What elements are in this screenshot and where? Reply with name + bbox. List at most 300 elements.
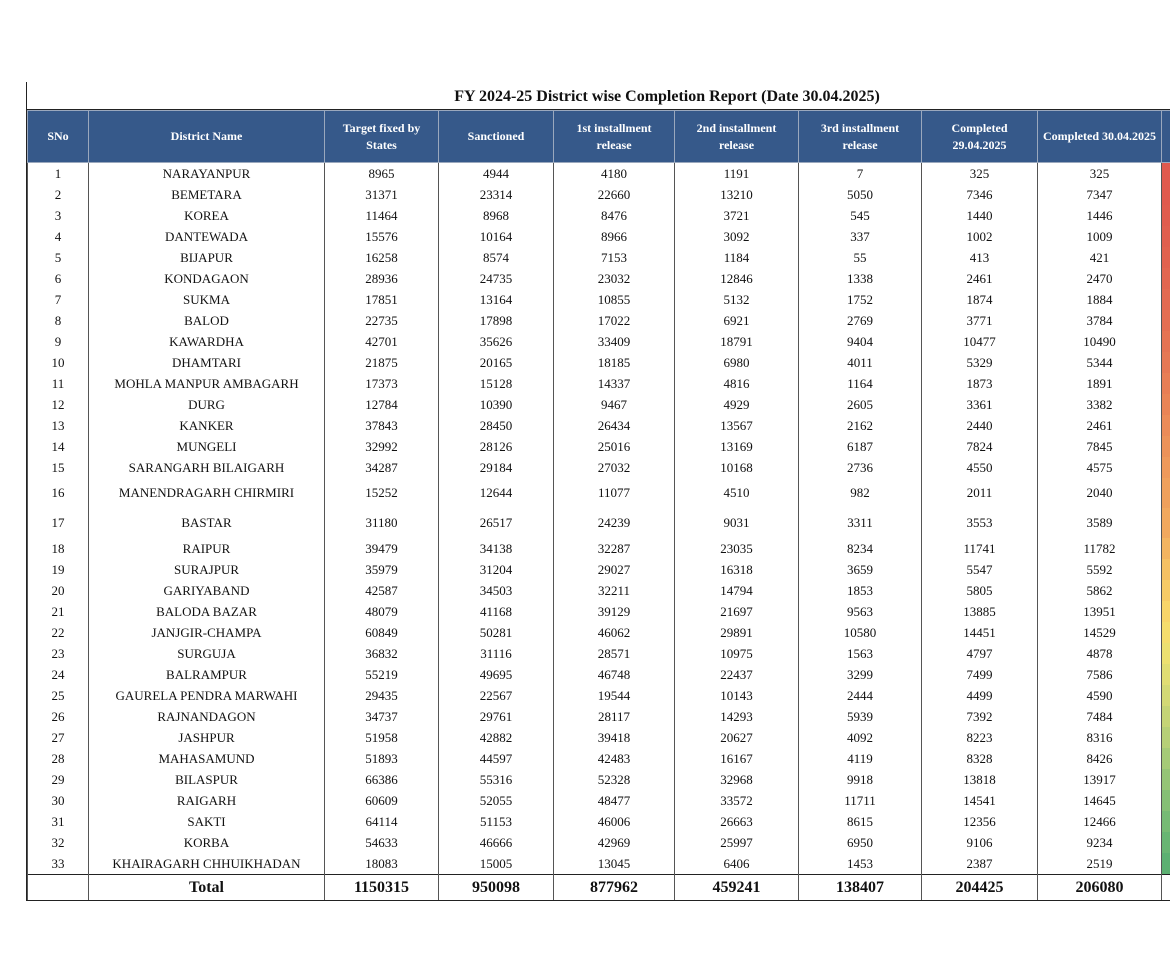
sno-cell: 21 xyxy=(28,601,89,622)
target-cell: 35979 xyxy=(325,559,439,580)
completed-3004-cell: 2470 xyxy=(1038,268,1162,289)
table-row xyxy=(28,436,1170,457)
district-name-cell: KAWARDHA xyxy=(89,331,325,352)
status-color-cell xyxy=(1162,457,1170,478)
inst2-cell: 14293 xyxy=(675,706,799,727)
completed-2904-cell: 2011 xyxy=(922,478,1038,508)
table-row xyxy=(28,478,1170,508)
status-color-cell xyxy=(1162,832,1170,853)
status-color-cell xyxy=(1162,289,1170,310)
inst3-cell: 3311 xyxy=(799,508,922,538)
sanctioned-cell: 31116 xyxy=(439,643,554,664)
table-row xyxy=(28,727,1170,748)
sno-cell: 10 xyxy=(28,352,89,373)
table-row xyxy=(28,226,1170,247)
completed-2904-cell: 5329 xyxy=(922,352,1038,373)
completed-2904-cell: 5805 xyxy=(922,580,1038,601)
inst2-cell: 3721 xyxy=(675,205,799,226)
sanctioned-cell: 17898 xyxy=(439,310,554,331)
district-name-cell: JASHPUR xyxy=(89,727,325,748)
table-row xyxy=(28,205,1170,226)
inst2-cell: 9031 xyxy=(675,508,799,538)
target-cell: 29435 xyxy=(325,685,439,706)
sanctioned-cell: 29184 xyxy=(439,457,554,478)
target-cell: 42587 xyxy=(325,580,439,601)
inst1-cell: 28571 xyxy=(554,643,675,664)
district-name-cell: BILASPUR xyxy=(89,769,325,790)
completed-2904-cell: 14451 xyxy=(922,622,1038,643)
target-cell: 64114 xyxy=(325,811,439,832)
inst2-cell: 21697 xyxy=(675,601,799,622)
inst3-cell: 337 xyxy=(799,226,922,247)
target-cell: 28936 xyxy=(325,268,439,289)
completed-2904-cell: 4499 xyxy=(922,685,1038,706)
target-cell: 54633 xyxy=(325,832,439,853)
completed-3004-cell: 325 xyxy=(1038,163,1162,185)
completed-2904-cell: 8223 xyxy=(922,727,1038,748)
table-row xyxy=(28,706,1170,727)
status-color-cell xyxy=(1162,352,1170,373)
inst1-cell: 4180 xyxy=(554,163,675,185)
sno-cell: 19 xyxy=(28,559,89,580)
inst2-cell: 14794 xyxy=(675,580,799,601)
sno-cell: 18 xyxy=(28,538,89,559)
status-color-cell xyxy=(1162,394,1170,415)
completed-2904-cell: 1002 xyxy=(922,226,1038,247)
completed-3004-cell: 7845 xyxy=(1038,436,1162,457)
district-name-cell: MUNGELI xyxy=(89,436,325,457)
inst1-cell: 17022 xyxy=(554,310,675,331)
sanctioned-cell: 55316 xyxy=(439,769,554,790)
target-cell: 17851 xyxy=(325,289,439,310)
table-row xyxy=(28,559,1170,580)
district-name-cell: SARANGARH BILAIGARH xyxy=(89,457,325,478)
completed-2904-cell: 413 xyxy=(922,247,1038,268)
sno-cell: 2 xyxy=(28,184,89,205)
target-cell: 21875 xyxy=(325,352,439,373)
completed-2904-cell: 8328 xyxy=(922,748,1038,769)
inst1-cell: 46006 xyxy=(554,811,675,832)
completed-2904-cell: 4550 xyxy=(922,457,1038,478)
sanctioned-cell: 23314 xyxy=(439,184,554,205)
district-name-cell: KHAIRAGARH CHHUIKHADAN xyxy=(89,853,325,875)
district-name-cell: SURGUJA xyxy=(89,643,325,664)
total-sanctioned: 950098 xyxy=(439,875,554,901)
district-name-cell: RAIGARH xyxy=(89,790,325,811)
inst3-cell: 1563 xyxy=(799,643,922,664)
target-cell: 55219 xyxy=(325,664,439,685)
completed-3004-cell: 5592 xyxy=(1038,559,1162,580)
status-color-cell xyxy=(1162,601,1170,622)
sanctioned-cell: 34503 xyxy=(439,580,554,601)
sanctioned-cell: 50281 xyxy=(439,622,554,643)
total-inst1: 877962 xyxy=(554,875,675,901)
completed-2904-cell: 2440 xyxy=(922,415,1038,436)
completed-2904-cell: 3771 xyxy=(922,310,1038,331)
inst2-cell: 16167 xyxy=(675,748,799,769)
inst3-cell: 2605 xyxy=(799,394,922,415)
report-title: FY 2024-25 District wise Completion Report (Date 30.04.2025) xyxy=(27,82,1170,110)
inst2-cell: 1191 xyxy=(675,163,799,185)
table-row xyxy=(28,289,1170,310)
completed-3004-cell: 8426 xyxy=(1038,748,1162,769)
table-row xyxy=(28,268,1170,289)
sanctioned-cell: 12644 xyxy=(439,478,554,508)
col-header-inst2: 2nd installment release xyxy=(675,111,799,163)
completed-2904-cell: 3553 xyxy=(922,508,1038,538)
table-row xyxy=(28,832,1170,853)
table-row xyxy=(28,394,1170,415)
inst3-cell: 9918 xyxy=(799,769,922,790)
sanctioned-cell: 10164 xyxy=(439,226,554,247)
inst1-cell: 52328 xyxy=(554,769,675,790)
inst2-cell: 20627 xyxy=(675,727,799,748)
inst1-cell: 29027 xyxy=(554,559,675,580)
inst2-cell: 6921 xyxy=(675,310,799,331)
district-name-cell: DHAMTARI xyxy=(89,352,325,373)
completed-3004-cell: 7347 xyxy=(1038,184,1162,205)
inst3-cell: 6187 xyxy=(799,436,922,457)
completed-3004-cell: 8316 xyxy=(1038,727,1162,748)
completed-3004-cell: 14529 xyxy=(1038,622,1162,643)
inst3-cell: 1752 xyxy=(799,289,922,310)
sno-cell: 23 xyxy=(28,643,89,664)
target-cell: 42701 xyxy=(325,331,439,352)
col-header-target: Target fixed by States xyxy=(325,111,439,163)
completed-3004-cell: 12466 xyxy=(1038,811,1162,832)
sno-cell: 8 xyxy=(28,310,89,331)
status-color-cell xyxy=(1162,331,1170,352)
completed-3004-cell: 1891 xyxy=(1038,373,1162,394)
completed-2904-cell: 4797 xyxy=(922,643,1038,664)
completed-3004-cell: 11782 xyxy=(1038,538,1162,559)
inst1-cell: 27032 xyxy=(554,457,675,478)
status-color-cell xyxy=(1162,685,1170,706)
completed-2904-cell: 7346 xyxy=(922,184,1038,205)
sanctioned-cell: 46666 xyxy=(439,832,554,853)
completed-2904-cell: 12356 xyxy=(922,811,1038,832)
target-cell: 51893 xyxy=(325,748,439,769)
sno-cell: 16 xyxy=(28,478,89,508)
completed-3004-cell: 7586 xyxy=(1038,664,1162,685)
inst2-cell: 29891 xyxy=(675,622,799,643)
inst1-cell: 18185 xyxy=(554,352,675,373)
table-row xyxy=(28,790,1170,811)
completed-3004-cell: 5344 xyxy=(1038,352,1162,373)
header-row xyxy=(28,111,1170,163)
inst2-cell: 10168 xyxy=(675,457,799,478)
table-row xyxy=(28,184,1170,205)
inst3-cell: 11711 xyxy=(799,790,922,811)
inst3-cell: 10580 xyxy=(799,622,922,643)
sno-cell: 17 xyxy=(28,508,89,538)
inst1-cell: 22660 xyxy=(554,184,675,205)
sanctioned-cell: 51153 xyxy=(439,811,554,832)
status-color-cell xyxy=(1162,769,1170,790)
inst2-cell: 3092 xyxy=(675,226,799,247)
inst1-cell: 39418 xyxy=(554,727,675,748)
status-color-cell xyxy=(1162,748,1170,769)
status-color-cell xyxy=(1162,559,1170,580)
status-color-cell xyxy=(1162,643,1170,664)
total-target: 1150315 xyxy=(325,875,439,901)
district-name-cell: SAKTI xyxy=(89,811,325,832)
status-color-cell xyxy=(1162,790,1170,811)
district-name-cell: MOHLA MANPUR AMBAGARH xyxy=(89,373,325,394)
inst3-cell: 982 xyxy=(799,478,922,508)
status-color-cell xyxy=(1162,508,1170,538)
target-cell: 51958 xyxy=(325,727,439,748)
inst1-cell: 46748 xyxy=(554,664,675,685)
table-row xyxy=(28,769,1170,790)
sno-cell: 25 xyxy=(28,685,89,706)
sanctioned-cell: 24735 xyxy=(439,268,554,289)
target-cell: 34737 xyxy=(325,706,439,727)
sno-cell: 6 xyxy=(28,268,89,289)
district-name-cell: BEMETARA xyxy=(89,184,325,205)
sanctioned-cell: 31204 xyxy=(439,559,554,580)
inst3-cell: 545 xyxy=(799,205,922,226)
sno-cell: 14 xyxy=(28,436,89,457)
sanctioned-cell: 22567 xyxy=(439,685,554,706)
inst2-cell: 33572 xyxy=(675,790,799,811)
table-row xyxy=(28,373,1170,394)
status-color-cell xyxy=(1162,226,1170,247)
sno-cell: 27 xyxy=(28,727,89,748)
completed-3004-cell: 7484 xyxy=(1038,706,1162,727)
district-name-cell: BALODA BAZAR xyxy=(89,601,325,622)
table-row xyxy=(28,352,1170,373)
completed-2904-cell: 7824 xyxy=(922,436,1038,457)
completed-3004-cell: 1009 xyxy=(1038,226,1162,247)
inst2-cell: 4816 xyxy=(675,373,799,394)
inst2-cell: 22437 xyxy=(675,664,799,685)
inst3-cell: 1338 xyxy=(799,268,922,289)
status-color-cell xyxy=(1162,415,1170,436)
sanctioned-cell: 26517 xyxy=(439,508,554,538)
inst1-cell: 14337 xyxy=(554,373,675,394)
completed-2904-cell: 1874 xyxy=(922,289,1038,310)
inst1-cell: 9467 xyxy=(554,394,675,415)
inst3-cell: 4011 xyxy=(799,352,922,373)
district-name-cell: SUKMA xyxy=(89,289,325,310)
sno-cell: 12 xyxy=(28,394,89,415)
sanctioned-cell: 49695 xyxy=(439,664,554,685)
completed-2904-cell: 9106 xyxy=(922,832,1038,853)
col-header-completed-2904: Completed 29.04.2025 xyxy=(922,111,1038,163)
inst2-cell: 12846 xyxy=(675,268,799,289)
total-label: Total xyxy=(89,875,325,901)
sno-cell: 22 xyxy=(28,622,89,643)
table-row xyxy=(28,601,1170,622)
sno-cell: 11 xyxy=(28,373,89,394)
table-row xyxy=(28,664,1170,685)
inst3-cell: 1853 xyxy=(799,580,922,601)
col-header-inst3: 3rd installment release xyxy=(799,111,922,163)
status-color-cell xyxy=(1162,268,1170,289)
target-cell: 16258 xyxy=(325,247,439,268)
status-color-cell xyxy=(1162,727,1170,748)
target-cell: 37843 xyxy=(325,415,439,436)
completed-2904-cell: 7499 xyxy=(922,664,1038,685)
district-name-cell: RAIPUR xyxy=(89,538,325,559)
target-cell: 15576 xyxy=(325,226,439,247)
inst3-cell: 5050 xyxy=(799,184,922,205)
inst2-cell: 13567 xyxy=(675,415,799,436)
table-row xyxy=(28,748,1170,769)
inst3-cell: 8615 xyxy=(799,811,922,832)
completed-3004-cell: 1446 xyxy=(1038,205,1162,226)
district-name-cell: SURAJPUR xyxy=(89,559,325,580)
district-name-cell: KONDAGAON xyxy=(89,268,325,289)
target-cell: 17373 xyxy=(325,373,439,394)
table-row xyxy=(28,310,1170,331)
district-name-cell: KORBA xyxy=(89,832,325,853)
status-color-cell xyxy=(1162,538,1170,559)
sanctioned-cell: 28126 xyxy=(439,436,554,457)
col-header-sno: SNo xyxy=(28,111,89,163)
completed-2904-cell: 14541 xyxy=(922,790,1038,811)
total-inst3: 138407 xyxy=(799,875,922,901)
district-name-cell: BIJAPUR xyxy=(89,247,325,268)
target-cell: 36832 xyxy=(325,643,439,664)
sno-cell: 9 xyxy=(28,331,89,352)
inst2-cell: 4929 xyxy=(675,394,799,415)
completed-3004-cell: 13951 xyxy=(1038,601,1162,622)
district-name-cell: RAJNANDAGON xyxy=(89,706,325,727)
district-name-cell: NARAYANPUR xyxy=(89,163,325,185)
status-color-cell xyxy=(1162,205,1170,226)
total-status-cell xyxy=(1162,875,1170,901)
status-color-cell xyxy=(1162,436,1170,457)
inst1-cell: 32287 xyxy=(554,538,675,559)
sanctioned-cell: 28450 xyxy=(439,415,554,436)
status-color-cell xyxy=(1162,664,1170,685)
district-name-cell: MANENDRAGARH CHIRMIRI xyxy=(89,478,325,508)
district-name-cell: GARIYABAND xyxy=(89,580,325,601)
sanctioned-cell: 20165 xyxy=(439,352,554,373)
district-name-cell: BALRAMPUR xyxy=(89,664,325,685)
district-name-cell: JANJGIR-CHAMPA xyxy=(89,622,325,643)
target-cell: 66386 xyxy=(325,769,439,790)
inst2-cell: 26663 xyxy=(675,811,799,832)
sno-cell: 32 xyxy=(28,832,89,853)
inst2-cell: 23035 xyxy=(675,538,799,559)
inst1-cell: 23032 xyxy=(554,268,675,289)
sno-cell: 29 xyxy=(28,769,89,790)
table-row xyxy=(28,415,1170,436)
table-row xyxy=(28,508,1170,538)
inst3-cell: 2444 xyxy=(799,685,922,706)
inst3-cell: 7 xyxy=(799,163,922,185)
inst1-cell: 19544 xyxy=(554,685,675,706)
status-color-cell xyxy=(1162,853,1170,875)
inst1-cell: 25016 xyxy=(554,436,675,457)
sno-cell: 20 xyxy=(28,580,89,601)
inst2-cell: 6980 xyxy=(675,352,799,373)
target-cell: 60609 xyxy=(325,790,439,811)
inst1-cell: 42969 xyxy=(554,832,675,853)
sno-cell: 7 xyxy=(28,289,89,310)
district-name-cell: KOREA xyxy=(89,205,325,226)
district-name-cell: KANKER xyxy=(89,415,325,436)
district-completion-table xyxy=(27,110,1170,901)
sanctioned-cell: 41168 xyxy=(439,601,554,622)
total-inst2: 459241 xyxy=(675,875,799,901)
table-row xyxy=(28,622,1170,643)
col-header-status xyxy=(1162,111,1170,163)
inst1-cell: 11077 xyxy=(554,478,675,508)
completed-2904-cell: 13818 xyxy=(922,769,1038,790)
status-color-cell xyxy=(1162,184,1170,205)
district-name-cell: DANTEWADA xyxy=(89,226,325,247)
inst1-cell: 28117 xyxy=(554,706,675,727)
inst3-cell: 9404 xyxy=(799,331,922,352)
sanctioned-cell: 10390 xyxy=(439,394,554,415)
completed-3004-cell: 2519 xyxy=(1038,853,1162,875)
target-cell: 8965 xyxy=(325,163,439,185)
status-color-cell xyxy=(1162,373,1170,394)
completed-2904-cell: 13885 xyxy=(922,601,1038,622)
table-row xyxy=(28,457,1170,478)
inst2-cell: 32968 xyxy=(675,769,799,790)
completed-2904-cell: 2461 xyxy=(922,268,1038,289)
target-cell: 60849 xyxy=(325,622,439,643)
status-color-cell xyxy=(1162,580,1170,601)
completed-2904-cell: 3361 xyxy=(922,394,1038,415)
inst3-cell: 5939 xyxy=(799,706,922,727)
district-name-cell: GAURELA PENDRA MARWAHI xyxy=(89,685,325,706)
inst2-cell: 10143 xyxy=(675,685,799,706)
sanctioned-cell: 8968 xyxy=(439,205,554,226)
inst2-cell: 25997 xyxy=(675,832,799,853)
inst3-cell: 6950 xyxy=(799,832,922,853)
target-cell: 12784 xyxy=(325,394,439,415)
inst3-cell: 1164 xyxy=(799,373,922,394)
sno-cell: 28 xyxy=(28,748,89,769)
inst3-cell: 2769 xyxy=(799,310,922,331)
inst3-cell: 4092 xyxy=(799,727,922,748)
inst1-cell: 42483 xyxy=(554,748,675,769)
sanctioned-cell: 44597 xyxy=(439,748,554,769)
inst3-cell: 2736 xyxy=(799,457,922,478)
inst2-cell: 16318 xyxy=(675,559,799,580)
completed-3004-cell: 3589 xyxy=(1038,508,1162,538)
target-cell: 32992 xyxy=(325,436,439,457)
target-cell: 48079 xyxy=(325,601,439,622)
completed-3004-cell: 14645 xyxy=(1038,790,1162,811)
sanctioned-cell: 4944 xyxy=(439,163,554,185)
completed-2904-cell: 5547 xyxy=(922,559,1038,580)
inst2-cell: 18791 xyxy=(675,331,799,352)
target-cell: 15252 xyxy=(325,478,439,508)
completed-3004-cell: 2040 xyxy=(1038,478,1162,508)
completed-3004-cell: 13917 xyxy=(1038,769,1162,790)
table-row xyxy=(28,247,1170,268)
inst1-cell: 13045 xyxy=(554,853,675,875)
sno-cell: 13 xyxy=(28,415,89,436)
target-cell: 18083 xyxy=(325,853,439,875)
completed-3004-cell: 5862 xyxy=(1038,580,1162,601)
total-sno-cell xyxy=(28,875,89,901)
completed-2904-cell: 2387 xyxy=(922,853,1038,875)
status-color-cell xyxy=(1162,247,1170,268)
inst1-cell: 26434 xyxy=(554,415,675,436)
inst1-cell: 32211 xyxy=(554,580,675,601)
table-row xyxy=(28,853,1170,875)
sno-cell: 24 xyxy=(28,664,89,685)
inst1-cell: 8966 xyxy=(554,226,675,247)
